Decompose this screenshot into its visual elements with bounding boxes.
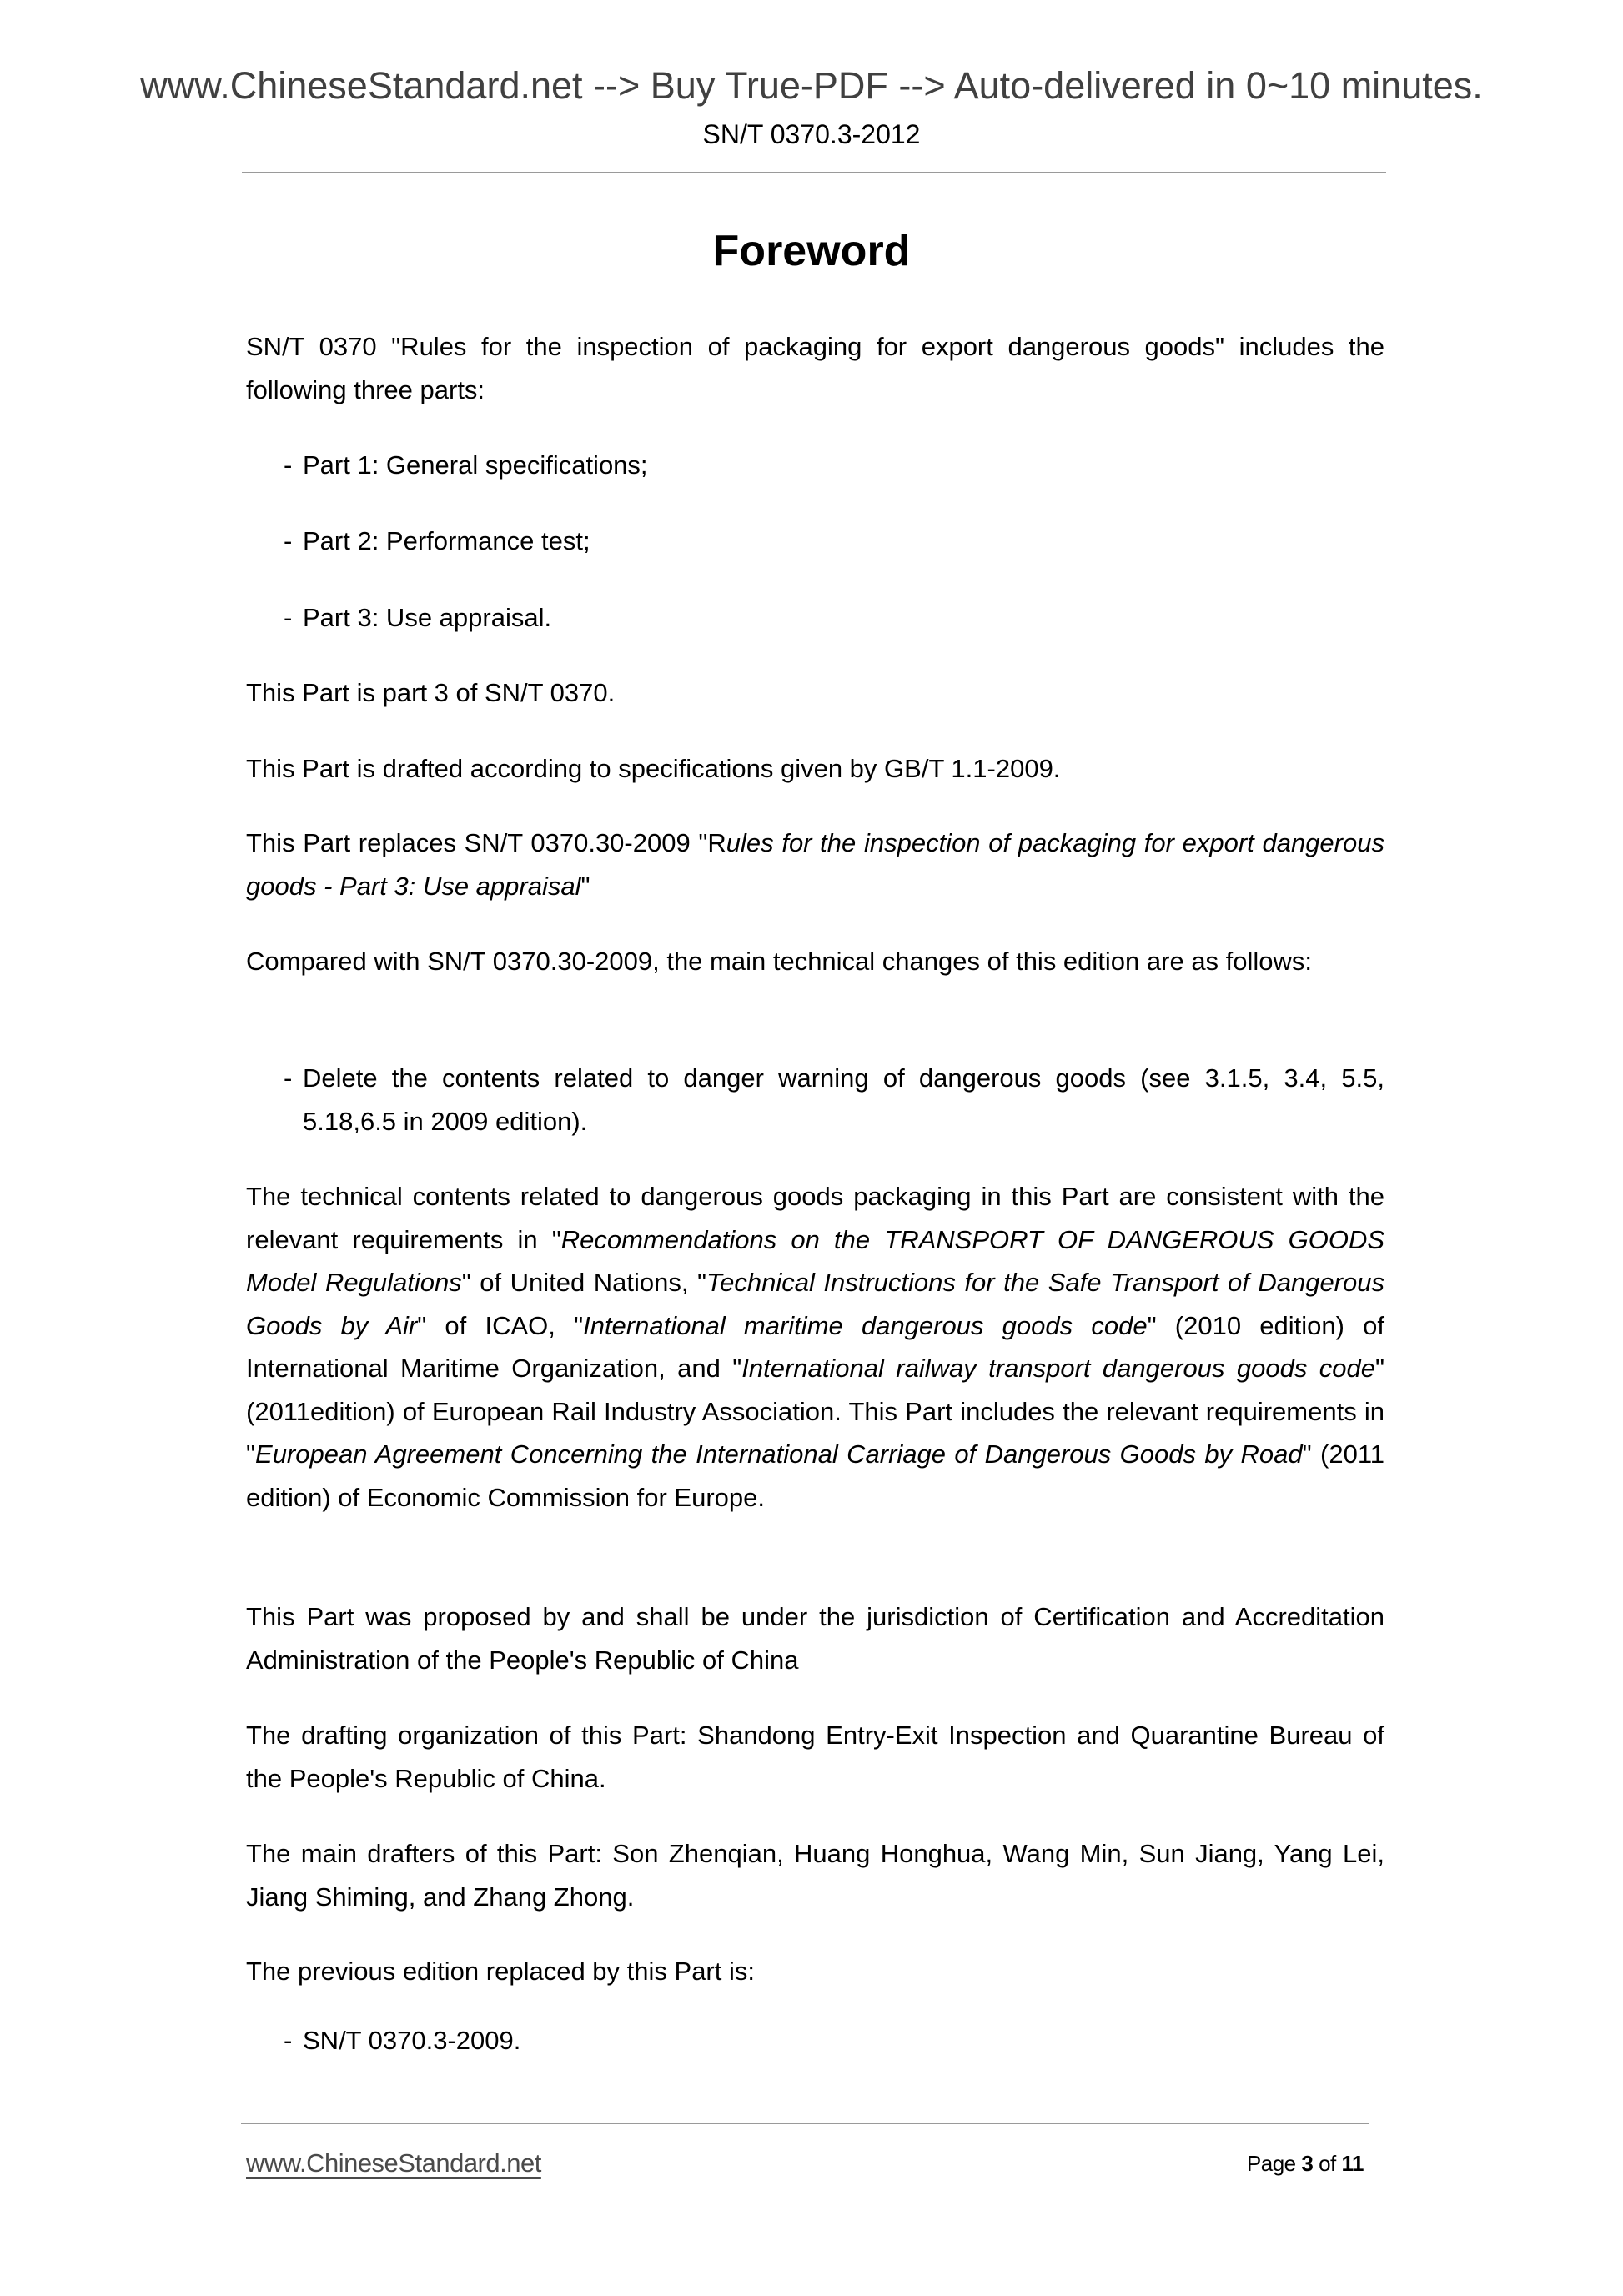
railway-code-title: International railway transport dangerous goods code bbox=[741, 1354, 1375, 1383]
consistency-text: " (2011 edition) of Economic Commission for Europe. bbox=[246, 1439, 1384, 1512]
page-number bbox=[1247, 2147, 1364, 2180]
list-dash: - bbox=[284, 603, 293, 632]
intro-paragraph: SN/T 0370 "Rules for the inspection of packaging for export dangerous goods" includes the following three parts: bbox=[246, 332, 1384, 404]
imdg-code-title: International maritime dangerous goods code bbox=[583, 1310, 1148, 1340]
replaced-standard-title: ules for the inspection of packaging for export dangerous goods - Part 3: Use appraisal bbox=[246, 828, 1384, 901]
un-regulations-title: Recommendations on the TRANSPORT OF DANGEROUS GOODS Model Regulations bbox=[246, 1224, 1385, 1297]
proposed-paragraph: This Part was proposed by and shall be under the jurisdiction of Certification and Accreditation Administration of the People's Republic of China bbox=[246, 1602, 1384, 1675]
list-item-text: Part 3: Use appraisal. bbox=[303, 603, 552, 632]
change-list-item bbox=[284, 1057, 1384, 1143]
footer-website-link[interactable]: www.ChineseStandard.net bbox=[246, 2148, 541, 2178]
list-dash: - bbox=[284, 1063, 293, 1093]
list-item-text: Part 2: Performance test; bbox=[303, 526, 590, 555]
list-dash: - bbox=[284, 2026, 293, 2055]
replaces-paragraph bbox=[246, 821, 1384, 907]
previous-edition-label: The previous edition replaced by this Part is: bbox=[246, 1957, 755, 1986]
replaces-close-quote: " bbox=[580, 871, 590, 901]
list-item-text: Delete the contents related to danger warning of dangerous goods (see 3.1.5, 3.4, 5.5, 5.18,6.5 in 2009 edition). bbox=[303, 1063, 1384, 1136]
promo-banner: www.ChineseStandard.net --> Buy True-PDF --> Auto-delivered in 0~10 minutes. bbox=[140, 64, 1483, 107]
consistency-text: " (2010 edition) of International Maritime Organization, and " bbox=[246, 1310, 1384, 1383]
drafters-paragraph: The main drafters of this Part: Son Zhenqian, Huang Honghua, Wang Min, Sun Jiang, Yang Lei, Jiang Shiming, and Zhang Zhong. bbox=[246, 1839, 1384, 1912]
consistency-paragraph bbox=[246, 1175, 1384, 1519]
consistency-text: " of United Nations, " bbox=[461, 1268, 707, 1297]
drafted-paragraph: This Part is drafted according to specifications given by GB/T 1.1-2009. bbox=[246, 754, 1061, 783]
list-dash: - bbox=[284, 526, 293, 555]
consistency-text: The technical contents related to dangerous goods packaging in this Part are consistent with the relevant requirements in " bbox=[246, 1182, 1384, 1254]
consistency-text: " (2011edition) of European Rail Industry Association. This Part includes the relevant requirements in " bbox=[246, 1354, 1384, 1469]
icao-instructions-title: Technical Instructions for the Safe Transport of Dangerous Goods by Air bbox=[246, 1268, 1384, 1340]
consistency-text: " of ICAO, " bbox=[417, 1310, 584, 1340]
header-divider bbox=[242, 172, 1386, 173]
page-title: Foreword bbox=[712, 227, 911, 275]
compared-paragraph: Compared with SN/T 0370.30-2009, the main technical changes of this edition are as follows: bbox=[246, 947, 1313, 976]
list-item bbox=[284, 520, 1384, 563]
drafting-organization-paragraph: The drafting organization of this Part: Shandong Entry-Exit Inspection and Quarantine Bureau of the People's Republic of China. bbox=[246, 1721, 1384, 1793]
previous-edition-item bbox=[284, 2019, 1384, 2062]
list-item bbox=[284, 444, 1384, 487]
replaces-text: This Part replaces SN/T 0370.30-2009 "R bbox=[246, 828, 726, 857]
adr-agreement-title: European Agreement Concerning the International Carriage of Dangerous Goods by Road bbox=[255, 1439, 1303, 1469]
current-page: 3 bbox=[1301, 2151, 1314, 2176]
list-dash: - bbox=[284, 450, 293, 480]
total-pages: 11 bbox=[1341, 2151, 1364, 2176]
page-of-label: of bbox=[1319, 2151, 1336, 2176]
document-code: SN/T 0370.3-2012 bbox=[702, 119, 921, 149]
page-label: Page bbox=[1246, 2151, 1296, 2176]
list-item-text: SN/T 0370.3-2009. bbox=[303, 2026, 521, 2055]
part-of-paragraph: This Part is part 3 of SN/T 0370. bbox=[246, 678, 616, 707]
list-item-text: Part 1: General specifications; bbox=[303, 450, 648, 480]
footer-divider bbox=[241, 2123, 1369, 2124]
list-item bbox=[284, 596, 1384, 640]
